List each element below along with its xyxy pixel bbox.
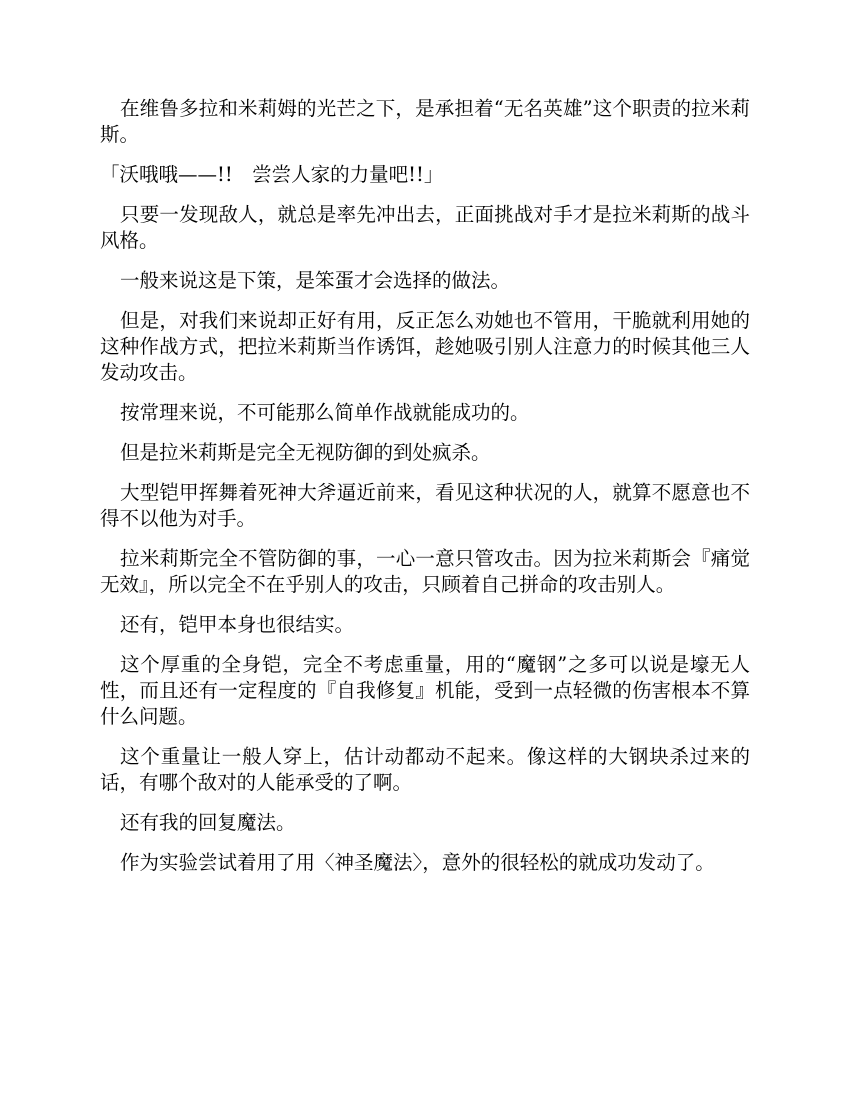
paragraph: 这个厚重的全身铠，完全不考虑重量，用的“魔钢”之多可以说是壕无人性，而且还有一定程度的『自我修复』机能，受到一点轻微的伤害根本不算什么问题。 <box>100 653 750 728</box>
paragraph: 拉米莉斯完全不管防御的事，一心一意只管攻击。因为拉米莉斯会『痛觉无效』，所以完全不在乎别人的攻击，只顾着自己拼命的攻击别人。 <box>100 547 750 596</box>
paragraph: 但是，对我们来说却正好有用，反正怎么劝她也不管用，干脆就利用她的这种作战方式，把拉米莉斯当作诱饵，趁她吸引别人注意力的时候其他三人发动攻击。 <box>100 309 750 384</box>
text-body <box>100 96 750 890</box>
paragraph: 还有，铠甲本身也很结实。 <box>120 613 355 636</box>
paragraph: 大型铠甲挥舞着死神大斧逼近前来，看见这种状况的人，就算不愿意也不得不以他为对手。 <box>100 481 750 530</box>
paragraph: 在维鲁多拉和米莉姆的光芒之下，是承担着“无名英雄”这个职责的拉米莉斯。 <box>100 97 750 146</box>
paragraph: 还有我的回复魔法。 <box>120 811 296 834</box>
paragraph: 一般来说这是下策，是笨蛋才会选择的做法。 <box>120 269 511 292</box>
dialogue-line: 「沃哦哦——!! 尝尝人家的力量吧!!」 <box>100 163 444 186</box>
paragraph: 但是拉米莉斯是完全无视防御的到处疯杀。 <box>120 441 491 464</box>
paragraph: 按常理来说，不可能那么简单作战就能成功的。 <box>120 401 530 424</box>
paragraph: 作为实验尝试着用了用〈神圣魔法〉，意外的很轻松的就成功发动了。 <box>120 851 715 874</box>
paragraph: 只要一发现敌人，就总是率先冲出去，正面挑战对手才是拉米莉斯的战斗风格。 <box>100 203 750 252</box>
paragraph: 这个重量让一般人穿上，估计动都动不起来。像这样的大钢块杀过来的话，有哪个敌对的人能承受的了啊。 <box>100 745 750 794</box>
